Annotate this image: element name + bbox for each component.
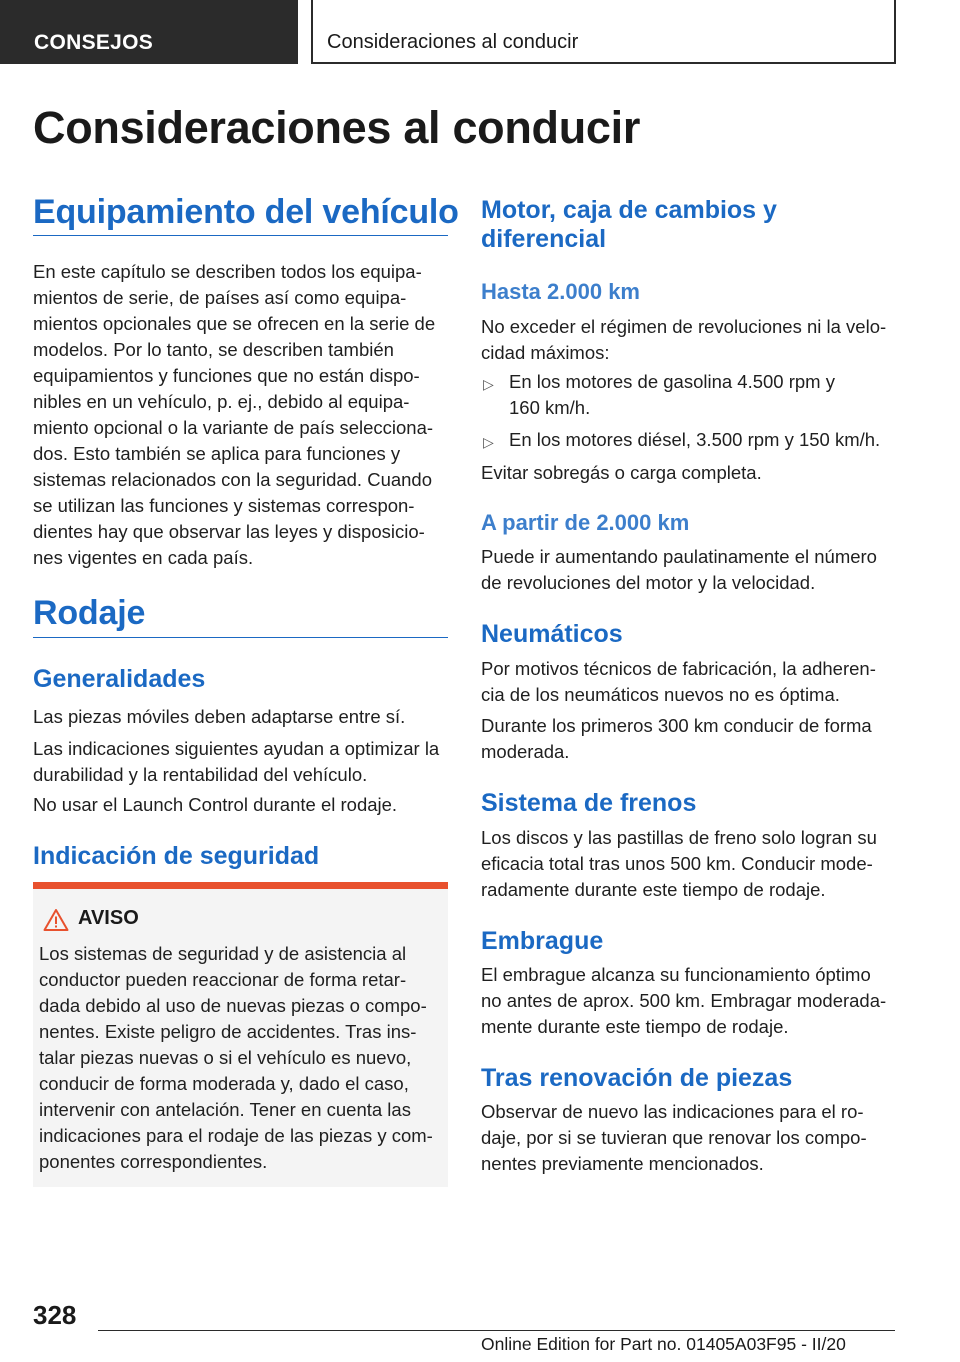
text-line: nes vigentes en cada país. <box>33 547 254 568</box>
text-line: En los motores de gasolina 4.500 rpm y <box>509 371 835 392</box>
text-line: El embrague alcanza su funcionamiento óptimo <box>481 964 871 985</box>
hasta-paragraph <box>481 314 901 366</box>
heading-a-partir-2000: A partir de 2.000 km <box>481 510 690 535</box>
footer-rule <box>98 1330 895 1331</box>
text-line: equipamientos y funciones que no están dispo‐ <box>33 365 420 386</box>
bullet-gasolina <box>509 369 899 421</box>
heading-generalidades: Generalidades <box>33 665 206 693</box>
bullet-arrow-icon: ▷ <box>483 434 494 450</box>
text-line: En este capítulo se describen todos los equipa‐ <box>33 261 422 282</box>
chapter-tab <box>311 0 896 64</box>
heading-neumaticos: Neumáticos <box>481 620 623 648</box>
neumaticos-p2 <box>481 713 901 765</box>
chapter-label: Consideraciones al conducir <box>327 31 579 53</box>
text-line: durabilidad y la rentabilidad del vehículo. <box>33 764 368 785</box>
heading-line: Motor, caja de cambios y <box>481 196 777 224</box>
text-line: nentes. Existe peligro de accidentes. Tras ins‐ <box>39 1021 417 1042</box>
generalidades-p3 <box>33 792 453 818</box>
heading-seguridad: Indicación de seguridad <box>33 842 320 870</box>
warning-text <box>39 941 449 1175</box>
heading-motor <box>481 196 777 254</box>
generalidades-p1 <box>33 704 453 730</box>
text-line: cia de los neumáticos nuevos no es óptima. <box>481 684 840 705</box>
embrague-paragraph <box>481 962 901 1040</box>
frenos-paragraph <box>481 825 901 903</box>
evitar-text <box>481 460 901 486</box>
heading-tras-renovacion: Tras renovación de piezas <box>481 1064 793 1092</box>
neumaticos-p1 <box>481 656 901 708</box>
page-number: 328 <box>33 1300 77 1330</box>
text-line: Durante los primeros 300 km conducir de forma <box>481 715 872 736</box>
text-line: Evitar sobregás o carga completa. <box>481 462 762 483</box>
warning-title: AVISO <box>78 907 139 929</box>
text-line: nentes previamente mencionados. <box>481 1153 764 1174</box>
text-line: talar piezas nuevas o si el vehículo es nuevo, <box>39 1047 412 1068</box>
heading-rule <box>33 637 448 638</box>
heading-rodaje: Rodaje <box>33 594 146 632</box>
tras-paragraph <box>481 1099 901 1177</box>
generalidades-p2 <box>33 736 453 788</box>
text-line: eficacia total tras unos 500 km. Conducir mode‐ <box>481 853 873 874</box>
text-line: mientos opcionales que se ofrecen en la serie de <box>33 313 436 334</box>
text-line: dientes hay que observar las leyes y disposicio‐ <box>33 521 425 542</box>
text-line: mientos de serie, de países así como equipa‐ <box>33 287 407 308</box>
text-line: Las piezas móviles deben adaptarse entre sí. <box>33 706 406 727</box>
page-title: Consideraciones al conducir <box>33 102 641 153</box>
text-line: se utilizan las funciones y sistemas correspon‐ <box>33 495 415 516</box>
heading-equipamiento: Equipamiento del vehículo <box>33 193 459 231</box>
equipamiento-paragraph <box>33 259 453 571</box>
text-line: miento opcional o la variante de país selecciona‐ <box>33 417 434 438</box>
text-line: Por motivos técnicos de fabricación, la adheren‐ <box>481 658 876 679</box>
text-line: indicaciones para el rodaje de las piezas y com‐ <box>39 1125 433 1146</box>
text-line: nibles en un vehículo, p. ej., debido al equipa‐ <box>33 391 410 412</box>
text-line: conductor pueden reaccionar de forma retar‐ <box>39 969 407 990</box>
text-line: modelos. Por lo tanto, se describen también <box>33 339 394 360</box>
text-line: radamente durante este tiempo de rodaje. <box>481 879 826 900</box>
section-label: CONSEJOS <box>34 31 154 54</box>
text-line: Los discos y las pastillas de freno solo logran su <box>481 827 877 848</box>
heading-frenos: Sistema de frenos <box>481 789 697 817</box>
text-line: No usar el Launch Control durante el rodaje. <box>33 794 398 815</box>
text-line: mente durante este tiempo de rodaje. <box>481 1016 789 1037</box>
text-line: 160 km/h. <box>509 397 591 418</box>
text-line: daje, por si se tuvieran que renovar los compo‐ <box>481 1127 867 1148</box>
heading-line: diferencial <box>481 225 607 253</box>
heading-rule <box>33 235 448 236</box>
text-line: intervenir con antelación. Tener en cuenta las <box>39 1099 411 1120</box>
apartir-paragraph <box>481 544 901 596</box>
edition-label: Online Edition for Part no. 01405A03F95 - II/20 <box>481 1334 846 1354</box>
text-line: Observar de nuevo las indicaciones para el ro‐ <box>481 1101 864 1122</box>
bullet-arrow-icon: ▷ <box>483 376 494 392</box>
bullet-diesel <box>509 427 899 453</box>
text-line: moderada. <box>481 741 570 762</box>
text-line: dada debido al uso de nuevas piezas o compo‐ <box>39 995 427 1016</box>
text-line: conducir de forma moderada y, dado el caso, <box>39 1073 409 1094</box>
text-line: No exceder el régimen de revoluciones ni la velo‐ <box>481 316 887 337</box>
text-line: dos. Esto también se aplica para funciones y <box>33 443 401 464</box>
text-line: sistemas relacionados con la seguridad. Cuando <box>33 469 433 490</box>
warning-triangle-icon <box>43 908 69 932</box>
text-line: Puede ir aumentando paulatinamente el número <box>481 546 877 567</box>
text-line: cidad máximos: <box>481 342 610 363</box>
heading-embrague: Embrague <box>481 927 604 955</box>
section-tab <box>0 0 298 64</box>
text-line: de revoluciones del motor y la velocidad. <box>481 572 816 593</box>
text-line: no antes de aprox. 500 km. Embragar moderada‐ <box>481 990 887 1011</box>
text-line: Los sistemas de seguridad y de asistencia al <box>39 943 407 964</box>
text-line: ponentes correspondientes. <box>39 1151 268 1172</box>
heading-hasta-2000: Hasta 2.000 km <box>481 279 640 304</box>
text-line: Las indicaciones siguientes ayudan a optimizar la <box>33 738 440 759</box>
text-line: En los motores diésel, 3.500 rpm y 150 km/h. <box>509 429 881 450</box>
